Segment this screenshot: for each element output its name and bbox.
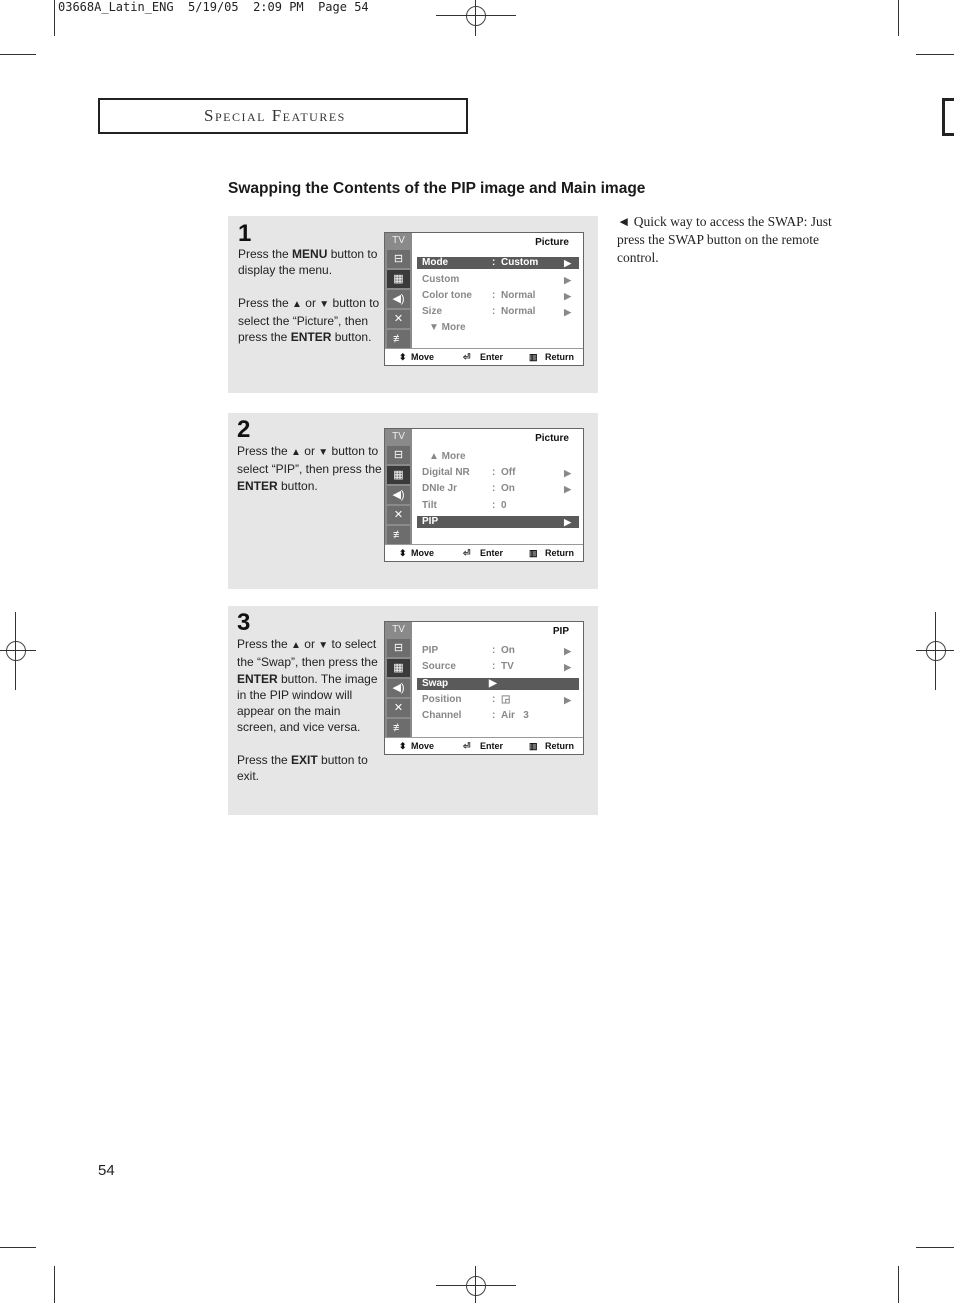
instruction-paragraph [238,246,380,279]
channel-icon: ✕ [387,310,410,328]
row-value: On [501,645,515,656]
right-arrow-icon: ▶ [564,275,571,285]
picture-icon: ▦ [387,659,410,677]
return-icon: ▥ [529,741,538,751]
crop-mark [898,1266,899,1303]
side-note-text: Quick way to access the SWAP: Just press the SWAP button on the remote control. [617,214,832,265]
row-colon: : [492,467,496,478]
instruction-paragraph [237,636,379,736]
row-value: On [501,483,515,494]
text: button to exit. [237,752,368,784]
row-colon: : [492,306,496,317]
osd-title: Picture [535,237,569,248]
sound-icon: ◀) [387,290,410,308]
move-icon: ⬍ [399,352,407,362]
osd-row-pip [417,645,579,657]
osd-tv-label: TV [392,624,405,635]
step-number: 2 [237,416,251,443]
up-arrow-icon: ▲ [291,640,301,651]
row-label: Size [422,306,443,317]
crop-mark [54,1266,55,1303]
down-arrow-icon: ▼ [318,640,329,651]
footer-enter: Enter [480,741,504,751]
text: Press the [237,444,292,458]
osd-row-channel [417,710,579,722]
text: button to select the “Picture”, then press the [238,295,380,345]
move-icon: ⬍ [399,741,407,751]
right-arrow-icon: ▶ [564,695,571,705]
row-value: Normal [501,306,536,317]
step-instructions [237,443,385,510]
footer-return: Return [545,741,574,751]
registration-line [0,650,36,651]
osd-row-pip [417,516,579,528]
footer-enter: Enter [480,548,504,558]
row-label: DNIe Jr [422,483,458,494]
osd-row-mode [417,257,579,269]
step-instructions [237,636,379,800]
osd-row-color-tone [417,290,579,302]
step-number: 3 [237,609,251,636]
osd-row-swap [417,678,579,690]
registration-mark [466,1276,486,1296]
footer-move: Move [411,548,435,558]
row-colon: : [492,290,496,301]
return-icon: ▥ [529,352,538,362]
registration-mark [6,641,26,661]
down-arrow-icon: ▼ [319,298,330,310]
row-label: PIP [422,516,439,527]
text: button to display the menu. [238,247,378,278]
row-value: Custom [501,257,539,268]
row-label: Source [422,661,456,672]
row-colon: : [492,483,496,494]
right-arrow-icon: ▶ [564,662,571,672]
left-pointer-icon: ◄ [617,214,631,229]
up-arrow-icon: ▲ [292,298,302,310]
row-value: 0 [501,500,507,511]
registration-line [475,0,476,36]
text: button. The image in the PIP window will appear on the main screen, and vice versa. [237,671,378,735]
osd-row-custom [417,274,579,286]
text: or [300,444,319,458]
row-colon: : [492,710,496,721]
registration-line [935,612,936,690]
print-slug: 03668A_Latin_ENG 5/19/05 2:09 PM Page 54 [58,0,369,14]
footer-move: Move [411,352,435,362]
crop-mark [0,54,36,55]
key-name: ENTER [237,478,278,493]
row-label: Tilt [422,500,437,511]
osd-tv-label: TV [392,431,405,442]
osd-tv-label: TV [392,235,405,246]
right-arrow-icon: ▶ [564,307,571,317]
side-note [617,213,832,267]
pip-position-icon: ◲ [501,694,511,705]
move-icon: ⬍ [399,548,407,558]
osd-title: Picture [535,433,569,444]
instruction-paragraph [237,752,379,785]
key-name: EXIT [291,752,318,767]
registration-mark [926,641,946,661]
registration-line [436,1285,516,1286]
crop-mark [916,1247,954,1248]
registration-line [15,612,16,690]
footer-return: Return [545,352,574,362]
setup-icon: ≢ [387,330,410,348]
down-arrow-icon: ▼ [318,447,329,458]
sound-icon: ◀) [387,679,410,697]
page-heading: Swapping the Contents of the PIP image and Main image [228,180,646,197]
channel-icon: ✕ [387,506,410,524]
right-arrow-icon: ▶ [564,258,571,268]
registration-line [436,15,516,16]
osd-more: ▲ More [429,451,466,462]
sound-icon: ◀) [387,486,410,504]
row-label: Mode [422,257,449,268]
osd-row-size [417,306,579,318]
row-colon: : [492,661,496,672]
osd-menu-picture [384,232,584,366]
osd-row-digital-nr [417,467,579,479]
osd-footer [385,348,583,365]
picture-icon: ▦ [387,466,410,484]
row-label: Swap [422,678,449,689]
enter-icon: ⏎ [463,352,471,362]
row-label: Custom [422,274,460,285]
text: Press the [237,752,292,767]
enter-icon: ⏎ [463,741,471,751]
text: Press the [238,247,293,261]
step-number: 1 [238,220,252,247]
footer-enter: Enter [480,352,504,362]
osd-row-dnie-jr [417,483,579,495]
osd-more: ▼ More [429,322,466,333]
key-name: ENTER [237,671,278,686]
row-label: Position [422,694,462,705]
row-colon: : [492,257,496,268]
key-name: MENU [292,247,328,261]
step-panel-3 [228,606,598,815]
instruction-paragraph [237,443,385,494]
setup-icon: ≢ [387,526,410,544]
osd-menu-pip [384,621,584,755]
osd-row-tilt [417,500,579,512]
row-label: PIP [422,645,439,656]
row-value: Off [501,467,516,478]
crop-mark [916,54,954,55]
text: button to select “PIP”, then press the [237,444,382,477]
right-arrow-icon: ▶ [564,517,571,527]
registration-mark [466,6,486,26]
crop-mark [54,0,55,36]
crop-mark [898,0,899,36]
text: button. [331,330,372,345]
section-tab-marker [942,98,954,136]
row-value: Normal [501,290,536,301]
crop-mark [0,1247,36,1248]
enter-icon: ⏎ [463,548,471,558]
footer-return: Return [545,548,574,558]
osd-footer [385,544,583,561]
right-arrow-icon: ▶ [564,646,571,656]
text: Press the [237,637,292,651]
setup-icon: ≢ [387,719,410,737]
text: or [300,637,319,651]
row-colon: : [492,500,496,511]
row-colon: : [492,694,496,705]
row-label: Digital NR [422,467,470,478]
right-arrow-icon: ▶ [489,678,497,689]
instruction-paragraph [238,295,380,346]
registration-line [475,1266,476,1303]
picture-icon: ▦ [387,270,410,288]
row-label: Channel [422,710,462,721]
row-label: Color tone [422,290,472,301]
step-panel-2 [228,413,598,589]
right-arrow-icon: ▶ [564,484,571,494]
osd-row-position [417,694,579,706]
row-value: TV [501,661,514,672]
key-name: ENTER [290,330,332,345]
footer-move: Move [411,741,435,751]
input-icon: ⊟ [387,446,410,464]
osd-menu-picture [384,428,584,562]
osd-footer [385,737,583,754]
osd-title: PIP [552,626,569,637]
channel-icon: ✕ [387,699,410,717]
page-number: 54 [98,1162,115,1179]
step-instructions [238,246,380,361]
right-arrow-icon: ▶ [564,468,571,478]
text: to select the “Swap”, then press the [237,637,378,670]
step-panel-1 [228,216,598,393]
osd-row-source [417,661,579,673]
up-arrow-icon: ▲ [291,447,301,458]
input-icon: ⊟ [387,250,410,268]
text: or [301,295,320,310]
input-icon: ⊟ [387,639,410,657]
right-arrow-icon: ▶ [564,291,571,301]
row-value: Air 3 [501,710,529,721]
return-icon: ▥ [529,548,538,558]
text: button. [277,478,318,493]
row-colon: : [492,645,496,656]
section-title: Special Features [204,106,346,125]
text: Press the [238,295,293,310]
